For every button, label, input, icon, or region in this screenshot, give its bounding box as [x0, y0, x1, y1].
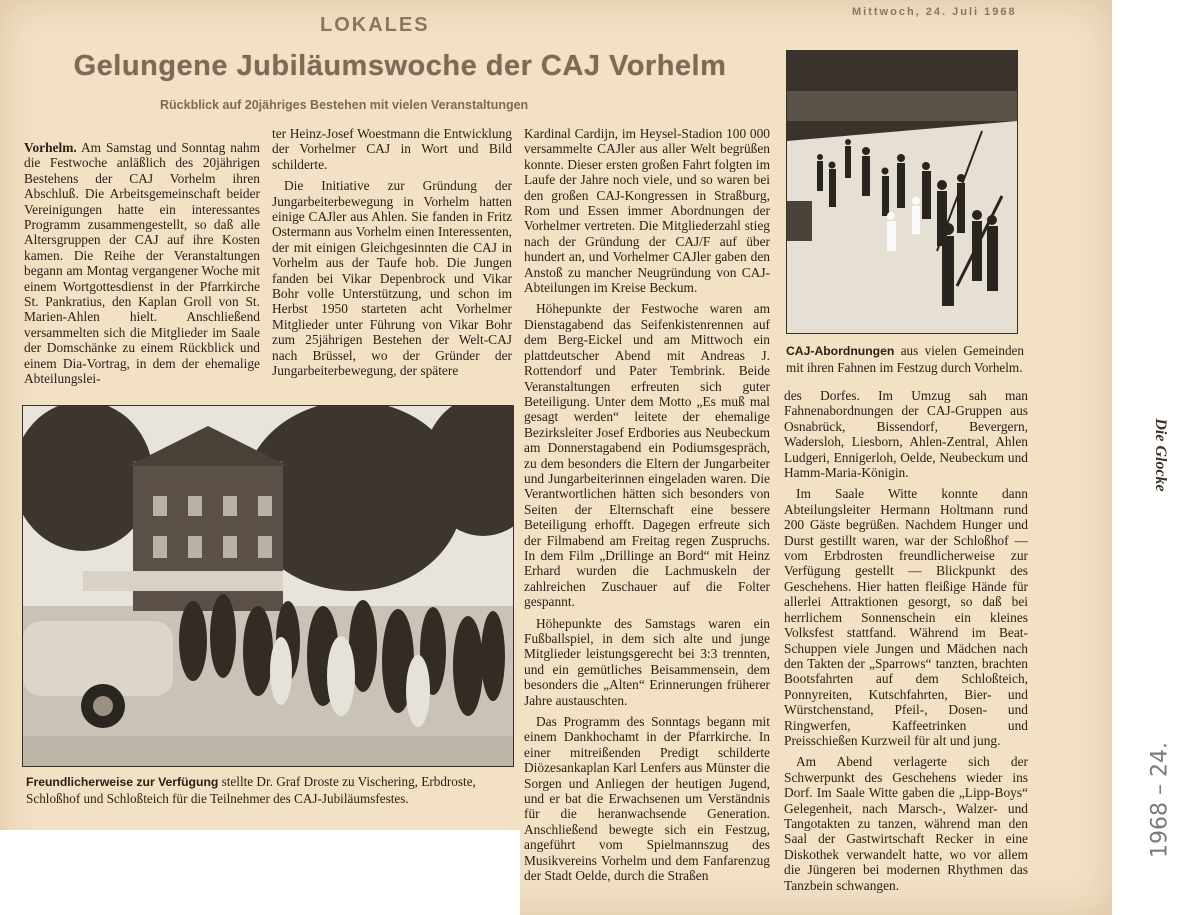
handwritten-date: [1135, 720, 1185, 880]
paragraph-text: Am Samstag und Sonntag nahm die Festwoche anläßlich des 20jährigen Bestehens der CAJ Vorhelm ihren Abschluß. Die Arbeitsgemeinschaft beider Vereinigungen hatte ein interessantes Programm zusammengestellt, so daß alle Altersgruppen der CAJ auf ihre Kosten kamen. Die Reihe der Veranstaltungen begann am Montag vergangener Woche mit einem Wortgottesdienst in der Pfarrkirche St. Pankratius, den Kaplan Groll von St. Marien-Ahlen hielt. Anschließend versammelten sich die Mitglieder im Saale der Domschänke zu einem Rückblick und einem Dia-Vortrag, in dem der ehemalige Abteilungslei-: [24, 140, 260, 387]
paragraph: Das Programm des Sonntags begann mit einem Dankhochamt in der Pfarrkirche. In einer mitreißenden Predigt schilderte Diözesankaplan Karl Lenfers aus Münster die Sorgen und Anliegen der heutigen Jugend, und er bat die Erwachsenen um Verständnis für die heranwachsende Generation. Anschließend bewegte sich ein Festzug, angeführt vom Spielmannszug des Musikvereins Vorhelm und dem Fanfarenzug der Stadt Oelde, durch die Straßen: [524, 714, 770, 884]
newspaper-masthead: [1130, 395, 1190, 515]
paragraph: Die Initiative zur Gründung der Jungarbeiterbewegung in Vorhelm hatten einige CAJler aus Ahlen. Sie fanden in Fritz Ostermann aus Vorhelm einen Interessenten, der mit einigen Gleichgesinnten die CAJ in Vorhelm aus der Taufe hob. Die Jungen fanden bei Vikar Depenbrock und Vikar Bohr volle Unterstützung, und schon im Herbst 1950 starteten acht Vorhelmer Mitglieder unter Führung von Vikar Bohr zum 25jährigen Bestehen der Welt-CAJ nach Brüssel, wo der Gründer der Jungarbeiterbewegung, der spätere: [272, 178, 512, 379]
caption-lead: Freundlicherweise zur Verfügung: [26, 775, 219, 789]
paper-background: [0, 830, 520, 915]
dateline: Vorhelm.: [24, 140, 77, 155]
text-column-1: [24, 140, 260, 388]
paragraph: Am Abend verlagerte sich der Schwerpunkt des Geschehens wieder ins Dorf. Im Saale Witte gaben die „Lipp-Boys“ Gelegenheit, nach Marsch-, Walzer- und Tangotakten zu tanzen, während man den Saal der Gastwirtschaft Recker in eine Diskothek verwandelt hatte, wo vor allem die Jüngeren bei modernen Rhythmen das Tanzbein schwangen.: [784, 754, 1028, 893]
text-column-4: [784, 388, 1028, 913]
caption-lead: CAJ-Abordnungen: [786, 344, 895, 358]
photo-caption-courtyard: [26, 774, 514, 806]
caption-text: aus vielen Gemeinden mit ihren Fahnen im Festzug durch Vorhelm.: [786, 343, 1024, 375]
article-headline: Gelungene Jubiläumswoche der CAJ Vorhelm: [73, 50, 727, 82]
paragraph: Kardinal Cardijn, im Heysel-Stadion 100 000 versammelte CAJler aus aller Welt begrüßen konnte. Dieser ersten großen Fahrt folgten im Laufe der Jahre noch viele, und so waren bei den großen CAJ-Kongressen in Straßburg, Rom und Essen immer Abordnungen der Vorhelmer vertreten. Die Mitgliederzahl stieg nach der Gründung der CAJ/F auf über hundert an, und Vorhelmer CAJler gaben den Anstoß zu mancher Neugründung von CAJ-Abteilungen im Kreise Beckum.: [524, 126, 770, 296]
section-header: LOKALES: [320, 14, 430, 36]
paragraph: Im Saale Witte konnte dann Abteilungsleiter Hermann Holtmann rund 200 Gäste begrüßen. Nachdem Hunger und Durst gestillt waren, war der Schloßhof — vom Erbdrosten freundlicherweise zur Verfügung gestellt — Blickpunkt des Geschehens. Hier hatten fleißige Hände für allerlei Attraktionen gesorgt, so daß bei herrlichem Sonnenschein ein kleines Volksfest stattfand. Während im Beat-Schuppen viele Jungen und Mädchen nach den Takten der „Sparrows“ tanzten, brachten Bootsfahrten auf dem Schloßteich, Ponnyreiten, Kutschfahrten, Bier- und Würstchenstand, Pfeil-, Dosen- und Ringwerfen, Kaffeetrinken und Preisschießen Kurzweil für alt und jung.: [784, 486, 1028, 748]
caption-text: stellte Dr. Graf Droste zu Vischering, Erbdroste, Schloßhof und Schloßteich für die Teilnehmer des CAJ-Jubiläumsfestes.: [26, 774, 476, 806]
paragraph: Höhepunkte des Samstags waren ein Fußballspiel, in dem sich alte und junge Mitglieder leistungsgerecht bei 3:3 trennten, und ein gemütliches Beisammensein, dem besonders die „Alten“ Erinnerungen früherer Jahre austauschten.: [524, 615, 770, 708]
paragraph: Höhepunkte der Festwoche waren am Dienstagabend das Seifenkistenrennen auf dem Berg-Eickel und am Mittwoch ein plattdeutscher Abend mit Andreas J. Rottendorf und Pater Tembrink. Beide Veranstaltungen erfreuten sich guter Beteiligung. Unter dem Motto „Es muß mal gesagt werden“ leitete der ehemalige Bezirksleiter Josef Erdbories aus Neubeckum am Donnerstagabend ein Podiumsgespräch, zu dem besonders die Eltern der Jungarbeiter und Jungarbeiterinnen eingeladen waren. Die Verantwortlichen hätten sich besonders von Seiten der Elternschaft eine bessere Beteiligung erhofft. Dagegen erfreute sich der Filmabend am Freitag regen Zuspruchs. In dem Film „Drillinge an Bord“ mit Heinz Erhard wurden die Lachmuskeln der zahlreichen Zuschauer auf die Folter gespannt.: [524, 301, 770, 610]
issue-date: Mittwoch, 24. Juli 1968: [852, 6, 1017, 18]
paragraph: [24, 140, 260, 387]
handwritten-date-text: 1968 – 24.: [1147, 742, 1173, 858]
parade-photo: [786, 50, 1018, 334]
paragraph: des Dorfes. Im Umzug sah man Fahnenabordnungen der CAJ-Gruppen aus Osnabrück, Bissendorf, Bevergern, Wadersloh, Liesborn, Ahlen-Zentral, Ahlen Ludgeri, Ennigerloh, Oelde, Neubeckum und Hamm-Maria-Königin.: [784, 388, 1028, 481]
article-subheadline: Rückblick auf 20jähriges Bestehen mit vielen Veranstaltungen: [160, 98, 529, 112]
text-column-3: [524, 126, 770, 911]
paragraph: ter Heinz-Josef Woestmann die Entwicklung der Vorhelmer CAJ in Wort und Bild schilderte.: [272, 126, 512, 172]
text-column-2: [272, 126, 512, 388]
masthead-text: Die Glocke: [1152, 418, 1169, 492]
photo-caption-parade: [786, 343, 1024, 375]
castle-courtyard-photo: [22, 405, 514, 767]
